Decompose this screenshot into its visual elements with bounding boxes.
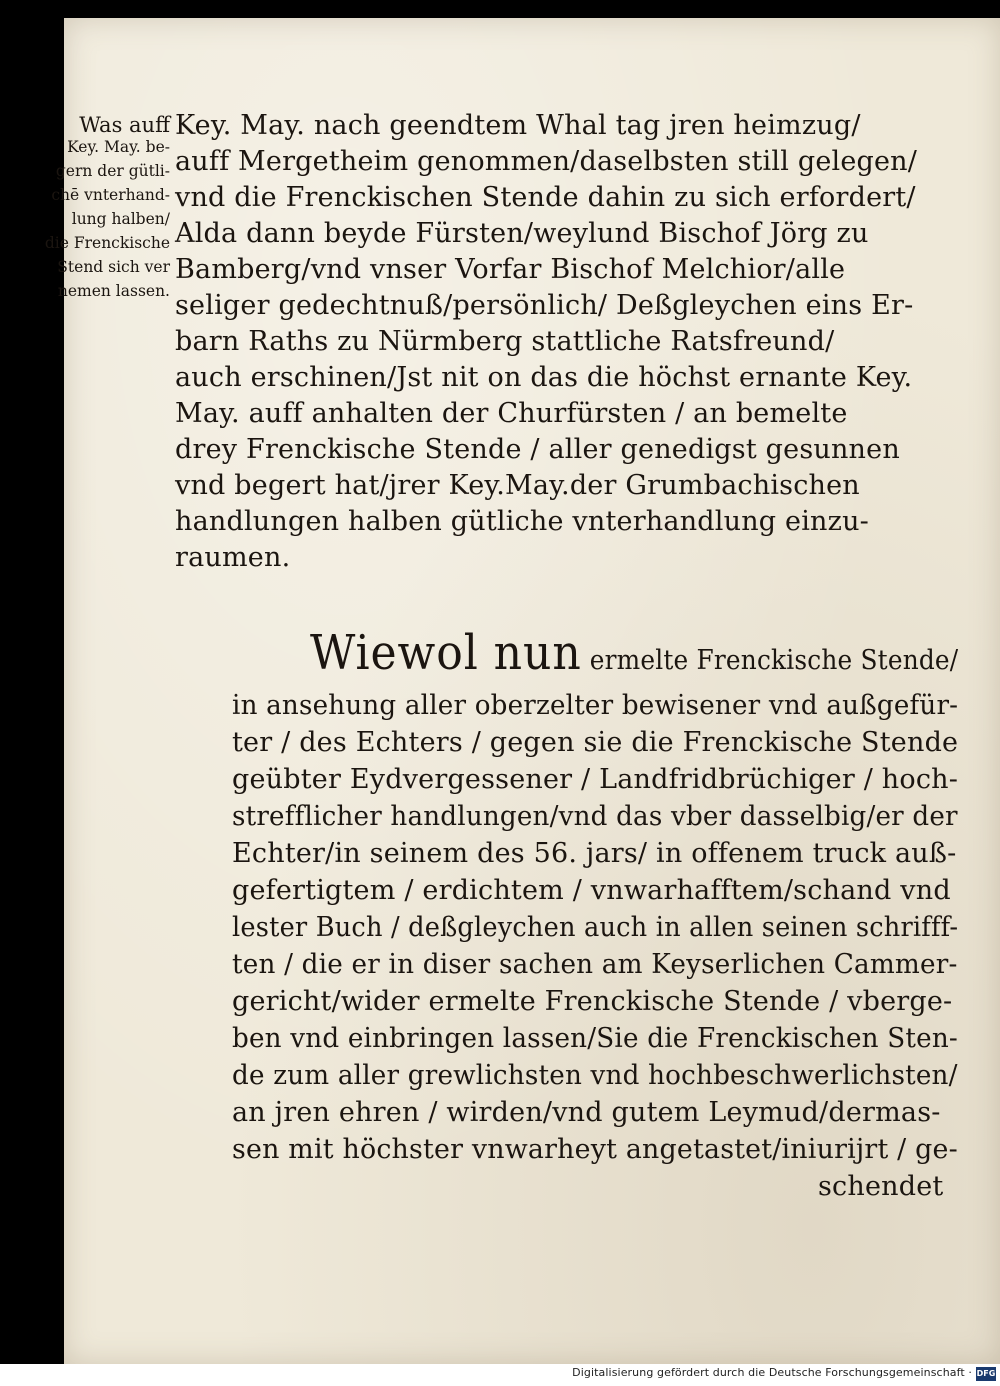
marginal-note-line: Was auff <box>79 113 170 137</box>
text-line: strefflicher handlungen/vnd das vber dasselbig/er der <box>232 801 958 832</box>
text-line: vnd die Frenckischen Stende dahin zu sich erfordert/ <box>175 182 916 213</box>
text-line: ter / des Echters / gegen sie die Frenckische Stende <box>232 727 959 758</box>
marginal-note-line: Stend sich ver <box>57 258 170 276</box>
catchword: schendet <box>818 1171 944 1202</box>
text-line: in ansehung aller oberzelter bewisener vnd außgefür- <box>232 690 959 721</box>
text-line: handlungen halben gütliche vnterhandlung einzu- <box>175 506 869 537</box>
paragraph-first-line <box>310 625 959 681</box>
text-line: seliger gedechtnuß/persönlich/ Deßgleychen eins Er- <box>175 290 914 321</box>
marginal-note-line: chē vnterhand- <box>51 186 170 204</box>
decorative-initial: Wiewol nun <box>310 625 582 681</box>
text-line: sen mit höchster vnwarheyt angetastet/iniurijrt / ge- <box>232 1134 958 1165</box>
text-line: Echter/in seinem des 56. jars/ in offenem truck auß- <box>232 838 957 869</box>
text-line-rest: ermelte Frenckische Stende/ <box>581 645 959 676</box>
text-line: Alda dann beyde Fürsten/weylund Bischof Jörg zu <box>175 218 869 249</box>
text-line: geübter Eydvergessener / Landfridbrüchiger / hoch- <box>232 764 959 795</box>
text-line: lester Buch / deßgleychen auch in allen seinen schrifff- <box>232 912 959 943</box>
text-line: Bamberg/vnd vnser Vorfar Bischof Melchior/alle <box>175 254 846 285</box>
text-line: raumen. <box>175 542 291 573</box>
text-line: gericht/wider ermelte Frenckische Stende / vberge- <box>232 986 953 1017</box>
text-line: de zum aller grewlichsten vnd hochbeschwerlichsten/ <box>232 1060 958 1091</box>
text-line: auch erschinen/Jst nit on das die höchst ernante Key. <box>175 362 913 393</box>
digitization-credit: Digitalisierung gefördert durch die Deutsche Forschungsgemeinschaft · <box>572 1366 972 1379</box>
text-line: gefertigtem / erdichtem / vnwarhafftem/schand vnd <box>232 875 951 906</box>
text-line: auff Mergetheim genommen/daselbsten still gelegen/ <box>175 146 918 177</box>
marginal-note-line: nemen lassen. <box>57 282 170 300</box>
text-line: barn Raths zu Nürmberg stattliche Ratsfreund/ <box>175 326 835 357</box>
marginal-note-line: lung halben/ <box>71 210 170 228</box>
text-line: vnd begert hat/jrer Key.May.der Grumbachischen <box>175 470 860 501</box>
text-line: an jren ehren / wirden/vnd gutem Leymud/dermas- <box>232 1097 941 1128</box>
text-line: Key. May. nach geendtem Whal tag jren heimzug/ <box>175 110 861 141</box>
marginal-note-line: gern der gütli- <box>55 162 170 180</box>
text-line: May. auff anhalten der Churfürsten / an bemelte <box>175 398 848 429</box>
text-line: ten / die er in diser sachen am Keyserlichen Cammer- <box>232 949 958 980</box>
marginal-note-line: die Frenckische <box>44 234 170 252</box>
dfg-logo-icon: DFG <box>976 1367 996 1381</box>
text-line: drey Frenckische Stende / aller genedigst gesunnen <box>175 434 900 465</box>
text-line: ben vnd einbringen lassen/Sie die Frenckischen Sten- <box>232 1023 958 1054</box>
marginal-note-line: Key. May. be- <box>67 138 170 156</box>
